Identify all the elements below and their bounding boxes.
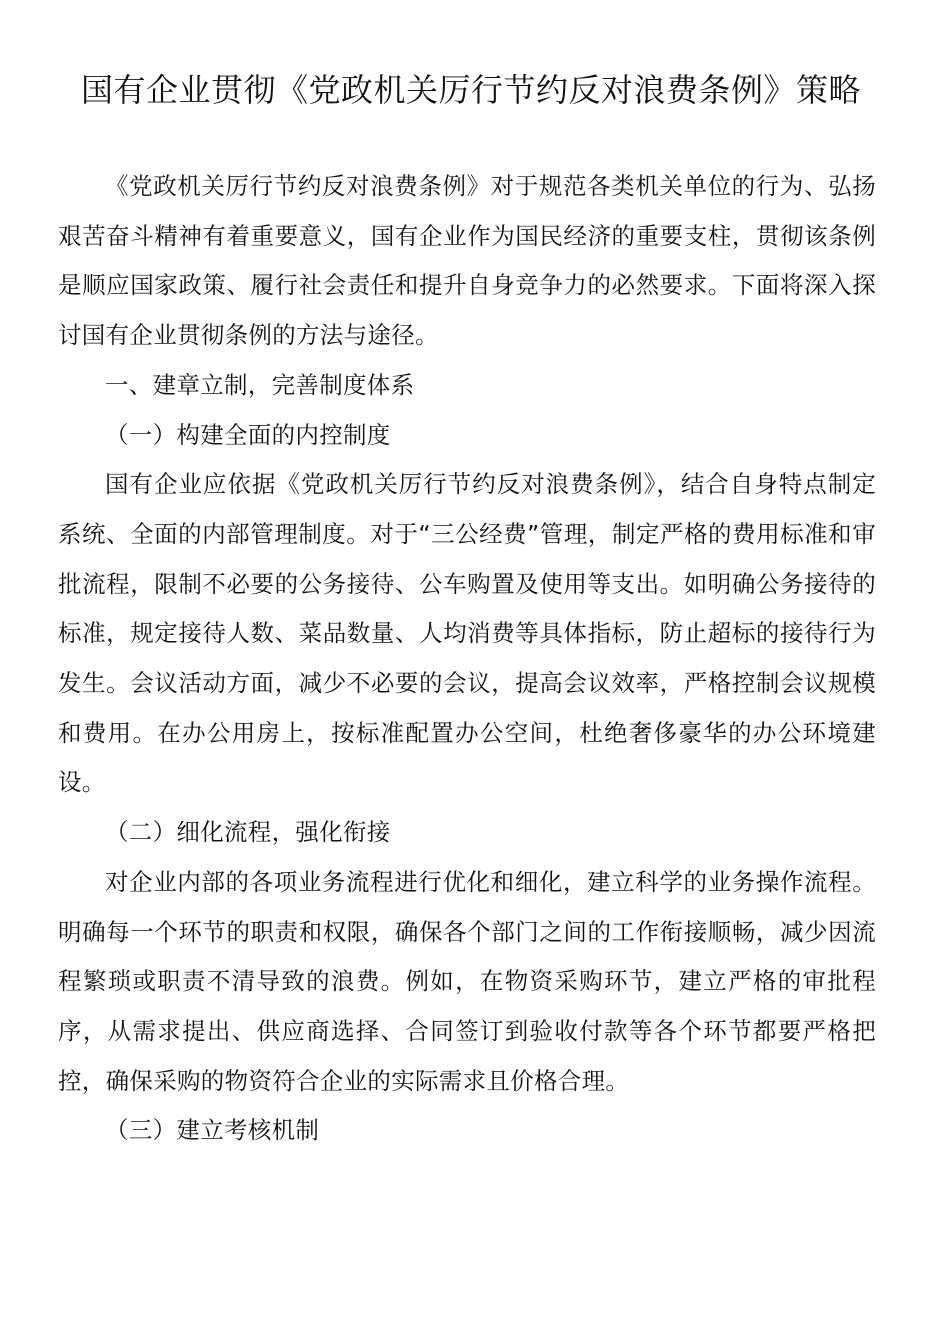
- body-paragraph-1-2: 对企业内部的各项业务流程进行优化和细化，建立科学的业务操作流程。明确每一个环节的职责和权限，确保各个部门之间的工作衔接顺畅，减少因流程繁琐或职责不清导致的浪费。例如，在物资采购环节，建立严格的审批程序，从需求提出、供应商选择、合同签订到验收付款等各个环节都要严格把控，确保采购的物资符合企业的实际需求且价格合理。: [58, 867, 876, 1095]
- subsection-heading-1-3: （三）建立考核机制: [105, 1116, 320, 1145]
- body-paragraph-1-1: 国有企业应依据《党政机关厉行节约反对浪费条例》，结合自身特点制定系统、全面的内部管理制度。对于“三公经费”管理，制定严格的费用标准和审批流程，限制不必要的公务接待、公车购置及使用等支出。如明确公务接待的标准，规定接待人数、菜品数量、人均消费等具体指标，防止超标的接待行为发生。会议活动方面，减少不必要的会议，提高会议效率，严格控制会议规模和费用。在办公用房上，按标准配置办公空间，杜绝奢侈豪华的办公环境建设。: [58, 470, 876, 797]
- document-body: [58, 162, 876, 1156]
- subsection-heading-1-2: （二）细化流程，强化衔接: [105, 818, 391, 847]
- intro-paragraph: 《党政机关厉行节约反对浪费条例》对于规范各类机关单位的行为、弘扬艰苦奋斗精神有着重要意义，国有企业作为国民经济的重要支柱，贯彻该条例是顺应国家政策、履行社会责任和提升自身竞争力的必然要求。下面将深入探讨国有企业贯彻条例的方法与途径。: [58, 172, 876, 350]
- subsection-heading-1-1: （一）构建全面的内控制度: [105, 420, 391, 449]
- section-heading-1: 一、建章立制，完善制度体系: [105, 370, 415, 399]
- document-title: 国有企业贯彻《党政机关厉行节约反对浪费条例》策略: [80, 71, 861, 109]
